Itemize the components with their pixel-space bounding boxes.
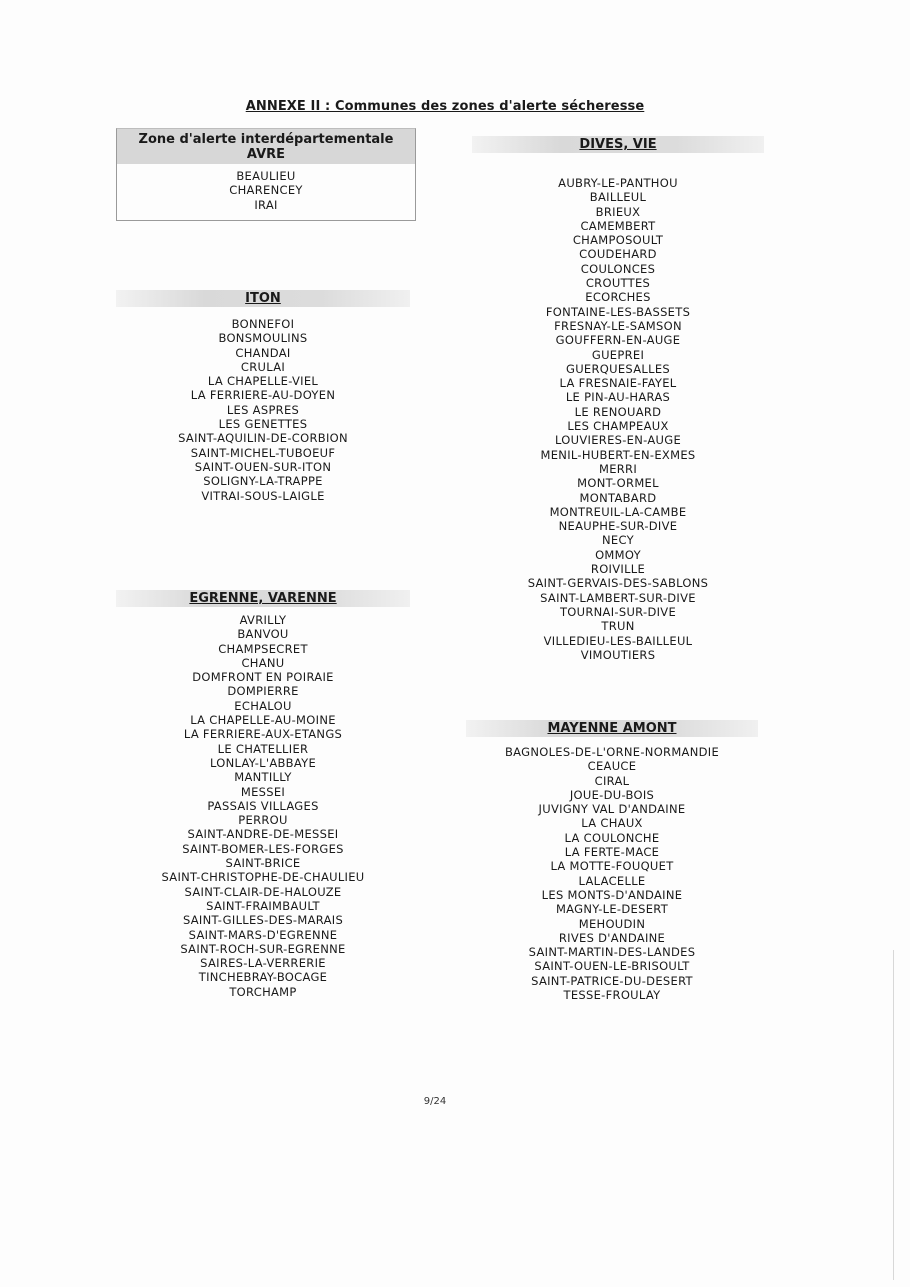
commune-item: MESSEI — [240, 784, 286, 799]
zone-header-egrenne-varenne — [116, 590, 410, 607]
commune-item: OMMOY — [595, 547, 641, 562]
commune-list-mayenne-amont — [466, 745, 758, 1002]
commune-item: AVRILLY — [239, 613, 287, 627]
commune-item: LE PIN-AU-HARAS — [565, 390, 671, 405]
commune-item: VITRAI-SOUS-LAIGLE — [201, 488, 325, 503]
zone-dives-vie — [472, 136, 764, 662]
commune-item: LES ASPRES — [226, 402, 300, 417]
commune-item: AUBRY-LE-PANTHOU — [558, 176, 678, 190]
commune-item: ROIVILLE — [590, 562, 646, 577]
commune-item: MANTILLY — [234, 770, 292, 785]
zone-header-dives-vie-label: DIVES, VIE — [579, 137, 657, 152]
commune-item: DOMPIERRE — [227, 684, 299, 699]
commune-item: COULONCES — [580, 261, 656, 276]
page-title: ANNEXE II : Communes des zones d'alerte sécheresse — [245, 99, 645, 114]
zone-iton — [116, 290, 410, 503]
commune-item: MONT-ORMEL — [577, 476, 659, 491]
commune-item: JOUE-DU-BOIS — [569, 787, 655, 802]
commune-item: TRUN — [601, 619, 635, 634]
commune-item: BONSMOULINS — [218, 331, 308, 346]
commune-item: DOMFRONT EN POIRAIE — [192, 670, 334, 685]
commune-item: LALACELLE — [578, 873, 646, 888]
commune-item: NECY — [602, 533, 634, 548]
commune-item: LONLAY-L'ABBAYE — [209, 755, 317, 770]
commune-item: FONTAINE-LES-BASSETS — [545, 304, 691, 319]
scan-edge-line — [893, 950, 894, 1280]
commune-item: LOUVIERES-EN-AUGE — [554, 433, 682, 448]
commune-item: TESSE-FROULAY — [563, 988, 661, 1003]
commune-item: GOUFFERN-EN-AUGE — [555, 333, 681, 348]
page-number: 9/24 — [423, 1096, 447, 1107]
commune-item: SAINT-PATRICE-DU-DESERT — [531, 973, 693, 988]
zone-avre — [116, 128, 416, 221]
commune-item: LA CHAPELLE-AU-MOINE — [190, 713, 336, 728]
zone-header-avre — [117, 129, 415, 164]
zone-mayenne-amont — [466, 720, 758, 1002]
commune-item: CHAMPSECRET — [218, 641, 308, 656]
commune-item: SAINT-LAMBERT-SUR-DIVE — [540, 590, 696, 605]
commune-item: CHAMPOSOULT — [572, 233, 664, 248]
commune-item: MONTABARD — [579, 490, 657, 505]
commune-item: LA FERRIERE-AUX-ETANGS — [183, 727, 343, 742]
commune-item: PERROU — [238, 813, 288, 828]
commune-item: LA COULONCHE — [564, 830, 660, 845]
commune-item: SAINT-MARTIN-DES-LANDES — [528, 945, 696, 960]
commune-item: TOURNAI-SUR-DIVE — [559, 604, 677, 619]
commune-item: LA CHAPELLE-VIEL — [207, 374, 319, 389]
commune-item: LE CHATELLIER — [217, 741, 309, 756]
commune-item: SAINT-ROCH-SUR-EGRENNE — [180, 941, 346, 956]
commune-item: SOLIGNY-LA-TRAPPE — [203, 474, 323, 489]
commune-item: SAINT-CLAIR-DE-HALOUZE — [184, 884, 342, 899]
commune-item: SAINT-GERVAIS-DES-SABLONS — [527, 576, 709, 591]
commune-item: CEAUCE — [587, 759, 637, 774]
commune-item: VILLEDIEU-LES-BAILLEUL — [543, 633, 693, 648]
commune-item: MERRI — [598, 461, 638, 476]
commune-item: CHANDAI — [235, 345, 291, 360]
commune-item: LA FERRIERE-AU-DOYEN — [190, 388, 336, 403]
commune-item: GUEPREI — [591, 347, 645, 362]
commune-item: SAINT-MICHEL-TUBOEUF — [190, 445, 336, 460]
zone-header-avre-line1: Zone d'alerte interdépartementale — [138, 132, 394, 147]
commune-item: CHANU — [241, 655, 285, 670]
commune-item: BAGNOLES-DE-L'ORNE-NORMANDIE — [504, 745, 720, 759]
commune-list-iton — [116, 317, 410, 503]
commune-item: LA MOTTE-FOUQUET — [550, 859, 674, 874]
zone-header-dives-vie — [472, 136, 764, 153]
commune-item: SAINT-AQUILIN-DE-CORBION — [178, 431, 348, 446]
commune-item: IRAI — [254, 197, 278, 212]
commune-item: BRIEUX — [595, 204, 641, 219]
commune-item: TINCHEBRAY-BOCAGE — [198, 970, 328, 985]
commune-item: ECORCHES — [585, 290, 651, 305]
commune-item: LES GENETTES — [218, 417, 308, 432]
commune-item: SAINT-ANDRE-DE-MESSEI — [187, 827, 339, 842]
commune-item: LA FRESNAIE-FAYEL — [559, 376, 677, 391]
zone-egrenne-varenne — [116, 590, 410, 999]
commune-item: BAILLEUL — [589, 190, 647, 205]
commune-item: PASSAIS VILLAGES — [207, 798, 319, 813]
commune-item: SAINT-OUEN-SUR-ITON — [194, 459, 332, 474]
zone-header-iton-label: ITON — [245, 291, 281, 306]
commune-list-dives-vie — [472, 176, 764, 662]
commune-item: MAGNY-LE-DESERT — [555, 902, 669, 917]
commune-item: MONTREUIL-LA-CAMBE — [549, 504, 687, 519]
commune-item: LES CHAMPEAUX — [567, 419, 669, 434]
commune-item: NEAUPHE-SUR-DIVE — [558, 519, 678, 534]
commune-list-egrenne-varenne — [116, 613, 410, 999]
commune-item: GUERQUESALLES — [566, 361, 670, 376]
commune-item: FRESNAY-LE-SAMSON — [554, 318, 682, 333]
commune-item: LE RENOUARD — [574, 404, 662, 419]
commune-item: LA FERTE-MACE — [564, 845, 660, 860]
commune-item: SAIRES-LA-VERRERIE — [200, 956, 326, 971]
zone-header-egrenne-varenne-label: EGRENNE, VARENNE — [189, 591, 337, 606]
zone-header-iton — [116, 290, 410, 307]
commune-item: CIRAL — [594, 773, 630, 788]
zone-header-avre-line2: AVRE — [246, 147, 286, 162]
commune-item: COUDEHARD — [579, 247, 657, 262]
commune-item: LA CHAUX — [581, 816, 643, 831]
commune-item: SAINT-GILLES-DES-MARAIS — [182, 913, 344, 928]
commune-item: CRULAI — [240, 359, 286, 374]
commune-item: BONNEFOI — [231, 317, 295, 331]
zone-header-mayenne-amont-label: MAYENNE AMONT — [547, 721, 677, 736]
commune-item: MEHOUDIN — [578, 916, 646, 931]
commune-item: JUVIGNY VAL D'ANDAINE — [538, 802, 686, 817]
commune-list-avre — [117, 169, 415, 212]
commune-item: BEAULIEU — [236, 169, 296, 183]
commune-item: MENIL-HUBERT-EN-EXMES — [540, 447, 696, 462]
commune-item: RIVES D'ANDAINE — [558, 930, 666, 945]
commune-item: TORCHAMP — [229, 984, 297, 999]
commune-item: SAINT-OUEN-LE-BRISOULT — [534, 959, 690, 974]
zone-header-mayenne-amont — [466, 720, 758, 737]
commune-item: LES MONTS-D'ANDAINE — [541, 887, 683, 902]
commune-item: SAINT-BRICE — [225, 856, 301, 871]
commune-item: VIMOUTIERS — [580, 647, 656, 662]
commune-item: ECHALOU — [234, 698, 292, 713]
commune-item: CAMEMBERT — [580, 218, 656, 233]
commune-item: CHARENCEY — [229, 183, 303, 198]
commune-item: SAINT-MARS-D'EGRENNE — [188, 927, 338, 942]
commune-item: SAINT-BOMER-LES-FORGES — [182, 841, 344, 856]
commune-item: BANVOU — [237, 627, 289, 642]
commune-item: SAINT-CHRISTOPHE-DE-CHAULIEU — [161, 870, 365, 885]
commune-item: SAINT-FRAIMBAULT — [206, 898, 320, 913]
commune-item: CROUTTES — [585, 276, 651, 291]
